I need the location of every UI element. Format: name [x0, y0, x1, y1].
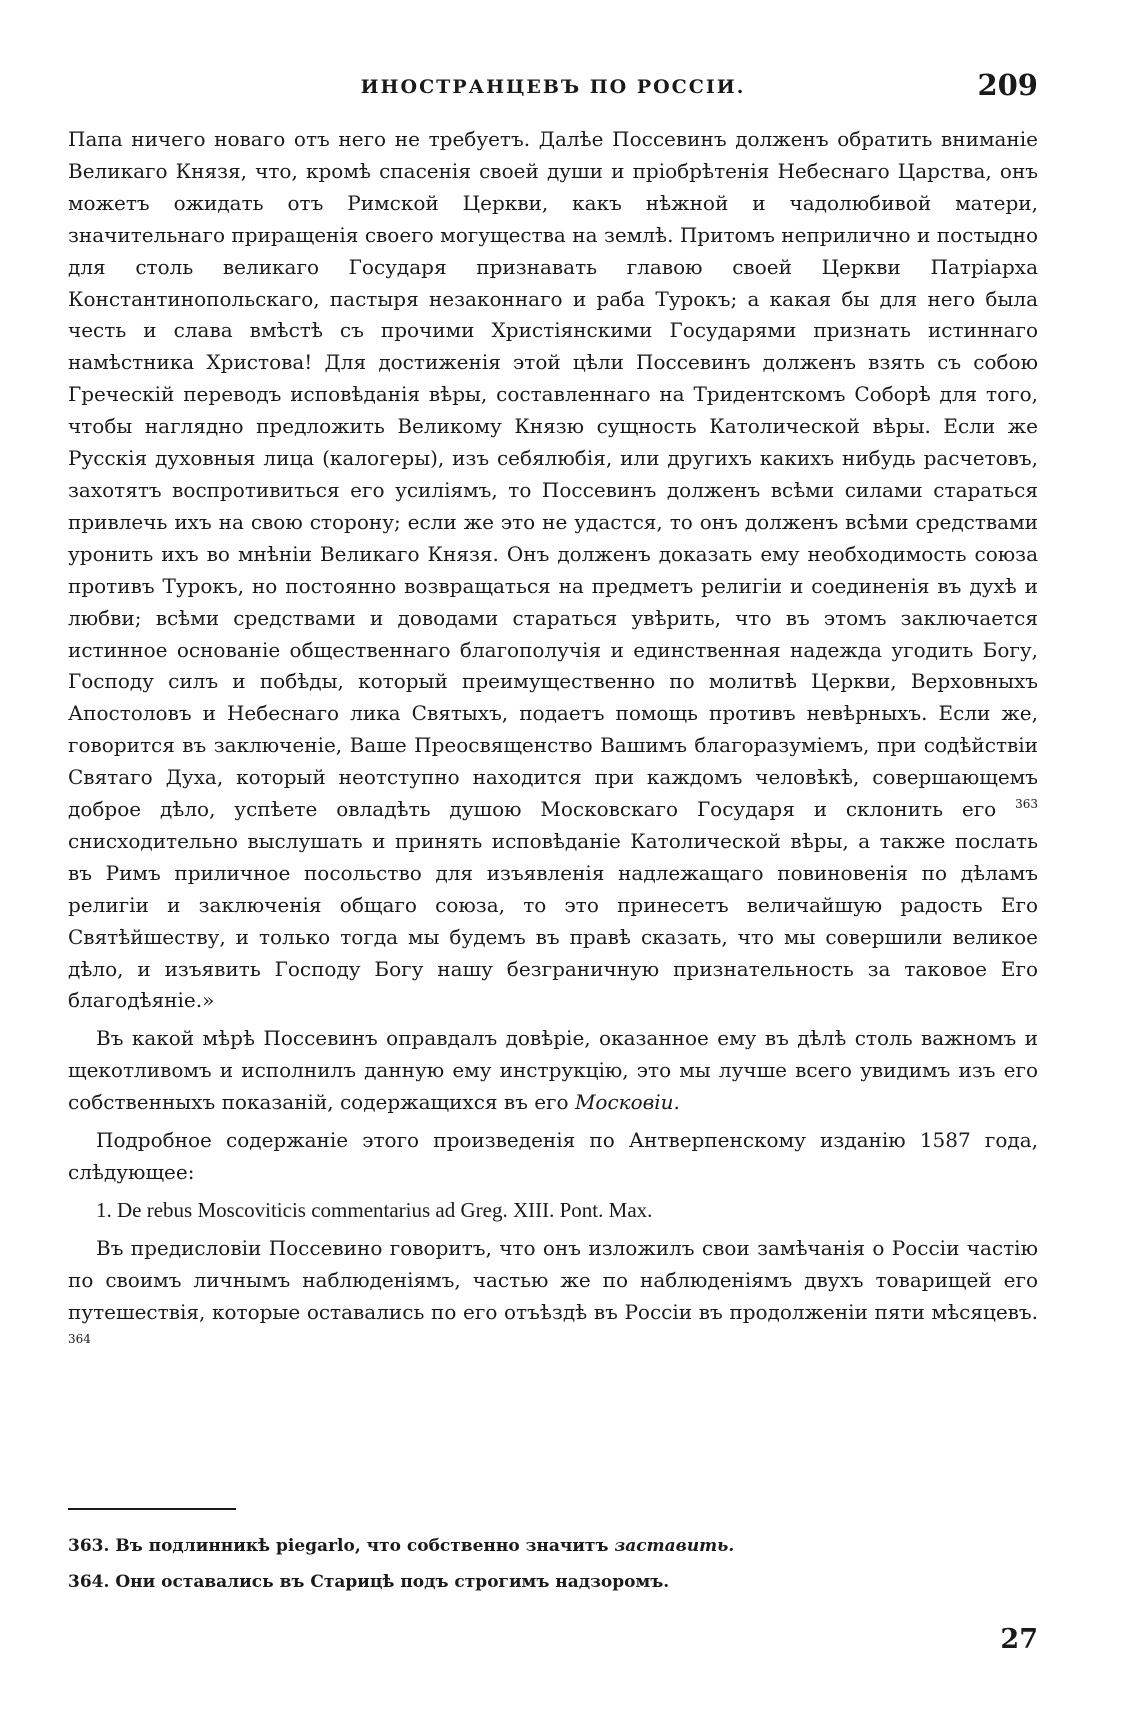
paragraph-preface-text: Въ предисловіи Поссевино говоритъ, что онъ изложилъ свои замѣчанія о Россіи частію по своимъ личнымъ наблюденіямъ, частью же по наблюденіямъ двухъ товарищей его путешествія, которые оставались по его отъѣздѣ въ Россіи въ продолженіи пяти мѣсяцевъ. [68, 1235, 1038, 1324]
page-header [68, 68, 1038, 112]
footnote-364: 364. Они оставались въ Старицѣ подъ строгимъ надзоромъ. [68, 1572, 670, 1592]
page-number: 209 [977, 68, 1038, 102]
italic-moscovia: Московіи. [574, 1090, 680, 1115]
running-title: ИНОСТРАНЦЕВЪ ПО РОССІИ. [360, 76, 746, 98]
footnote-ref-364: 364 [68, 1331, 91, 1346]
footnote-363-text: 363. Въ подлинникѣ piegarlo, что собственно значитъ [68, 1536, 609, 1556]
paragraph-instruction-text: Папа ничего новаго отъ него не требуетъ. Далѣе Поссевинъ долженъ обратить вниманіе Великаго Князя, что, кромѣ спасенія своей души и пріобрѣтенія Небеснаго Царства, онъ можетъ ожидать отъ Римской Церкви, какъ нѣжной и чадолюбивой матери, значительнаго приращенія своего могущества на землѣ. Притомъ неприлично и постыдно для столь великаго Государя признавать главою своей Церкви Патріарха Константинопольскаго, пастыря незаконнаго и раба Турокъ; а какая бы для него была честь и слава вмѣстѣ съ прочими Христіянскими Государями признать истиннаго намѣстника Христова! Для достиженія этой цѣли Поссевинъ долженъ взять съ собою Греческій переводъ исповѣданія вѣры, составленнаго на Тридентскомъ Соборѣ для того, чтобы наглядно предложить Великому Князю сущность Католической вѣры. Если же Русскія духовныя лица (калогеры), изъ себялюбія, или другихъ какихъ нибудь расчетовъ, захотятъ воспротивиться его усиліямъ, то Поссевинъ долженъ всѣми силами стараться привлечь ихъ на свою сторону; если же это не удастся, то онъ долженъ всѣми средствами уронить ихъ во мнѣніи Великаго Князя. Онъ долженъ доказать ему необходимость союза противъ Турокъ, но постоянно возвращаться на предметъ религіи и соединенія въ духѣ и любви; всѣми средствами и доводами стараться увѣрить, что въ этомъ заключается истинное основаніе общественнаго благополучія и единственная надежда угодить Богу, Господу силъ и побѣды, который преимущественно по молитвѣ Церкви, Верховныхъ Апостоловъ и Небеснаго лика Святыхъ, подаетъ помощь противъ невѣрныхъ. Если же, говорится въ заключеніе, Ваше Преосвященство Вашимъ благоразуміемъ, при содѣйствіи Святаго Духа, который неотступно находится при каждомъ человѣкѣ, совершающемъ доброе дѣло, успѣете овладѣть душою Московскаго Государя и склонить его [68, 127, 1038, 822]
paragraph-trust-text: Въ какой мѣрѣ Поссевинъ оправдалъ довѣріе, оказанное ему въ дѣлѣ столь важномъ и щекотливомъ и исполнилъ данную ему инструкцію, это мы лучше всего увидимъ изъ его собственныхъ показаній, содержащихся въ его [68, 1026, 1038, 1115]
paragraph-contents: Подробное содержаніе этого произведенія по Антверпенскому изданію 1587 года, слѣдующее: [68, 1128, 1038, 1184]
footnote-363 [68, 1528, 1038, 1564]
section-heading-latin: 1. De rebus Moscoviticis commentarius ad Greg. XIII. Pont. Max. [96, 1197, 653, 1222]
footnote-rule [68, 1508, 236, 1510]
signature-mark: 27 [1000, 1624, 1038, 1655]
paragraph-trust [68, 1023, 1038, 1119]
footnote-ref-363: 363 [1015, 797, 1038, 812]
paragraph-preface [68, 1233, 1038, 1361]
paragraph-instruction-end: снисходительно выслушать и принять исповѣданіе Католической вѣры, а также послать въ Римъ приличное посольство для изъявленія надлежащаго повиновенія по дѣламъ религіи и заключенія общаго союза, то это принесетъ величайшую радость Его Святѣйшеству, и только тогда мы будемъ въ правѣ сказать, что мы совершили великое дѣло, и изъявить Господу Богу нашу безграничную признательность за таковое Его благодѣяніе.» [68, 828, 1038, 1013]
footnotes [68, 1528, 1038, 1600]
paragraph-instruction [68, 124, 1038, 1017]
footnote-363-italic: заставить. [614, 1536, 735, 1556]
body-text [68, 124, 1038, 1360]
